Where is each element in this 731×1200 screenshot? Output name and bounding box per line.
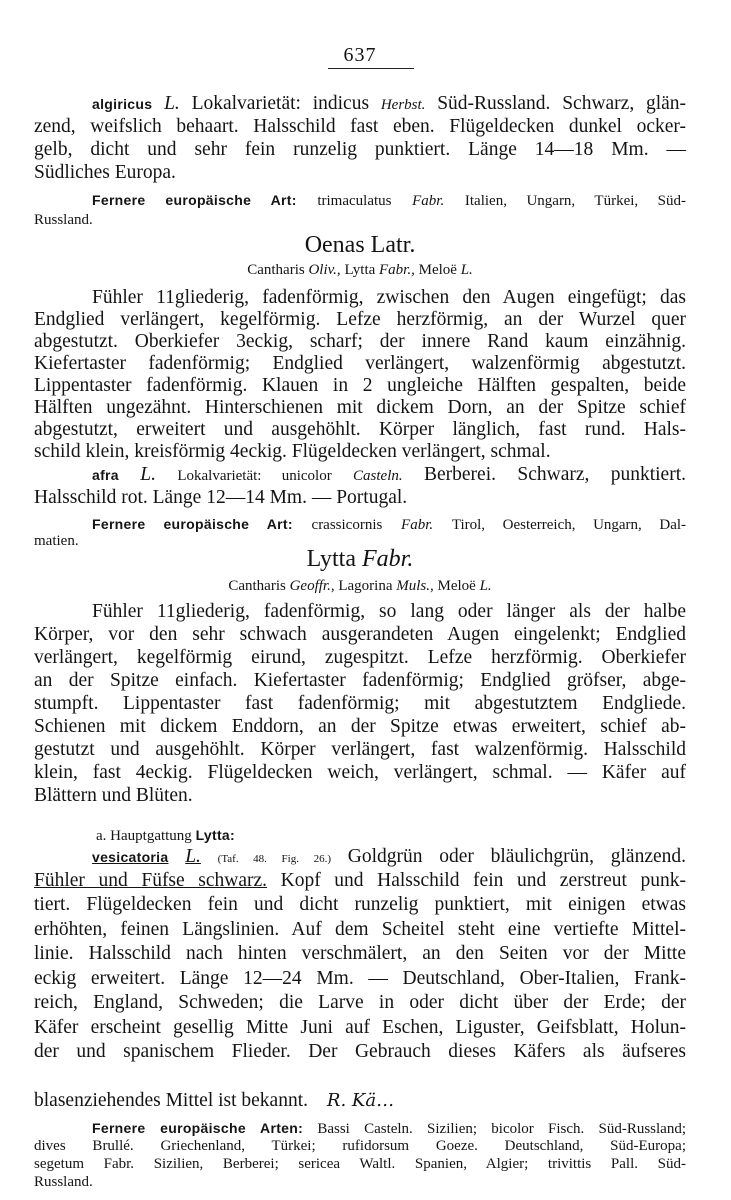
genus-synonyms-oenas	[34, 262, 686, 279]
paragraph-line: Blättern und Blüten.	[34, 785, 193, 806]
paragraph-line: gestutzt und ausgehöhlt. Körper verlängert, fast walzenförmig. Halsschild	[34, 739, 686, 760]
text: Lokalvarietät: unicolor	[177, 468, 332, 484]
further-species-3-line-3: segetum Fabr. Sizilien, Berberei; sericea Waltl. Spanien, Algier; trivittis Pall. Süd-	[34, 1156, 686, 1172]
species-name: algiricus	[92, 96, 153, 112]
paragraph-line: erhöhten, feinen Längslinien. Auf dem Scheitel steht eine vertiefte Mittel-	[34, 918, 686, 940]
label: Fernere europäische Arten:	[92, 1120, 304, 1136]
afra-line-2: Halsschild rot. Länge 12—14 Mm. — Portugal.	[34, 487, 408, 508]
synonym: Cantharis	[247, 262, 305, 278]
species-name: afra	[92, 467, 119, 483]
paragraph-line: Lippentaster fadenförmig. Klauen in 2 ungleiche Hälften gespalten, beide	[34, 375, 686, 396]
page-number: 637	[343, 44, 377, 66]
paragraph-line: Fühler 11gliederig, fadenförmig, so lang oder länger als der halbe	[92, 601, 686, 622]
paragraph-line: an der Spitze einfach. Kiefertaster fadenförmig; Endglied gröfser, abge-	[34, 670, 686, 691]
label: Fernere europäische Art:	[92, 192, 297, 208]
paragraph-line: Körper, vor den sehr schwach ausgerandeten Augen eingelenkt; Endglied	[34, 624, 686, 645]
paragraph-line: abgestutzt. Oberkiefer 3eckig, scharf; der innere Rand kaum einzähnig.	[34, 331, 686, 352]
algiricus-line-1	[34, 92, 686, 117]
paragraph-line: Hälften ungezähnt. Hinterschienen mit dickem Dorn, an der Spitze schief	[34, 397, 686, 418]
species-name: trimaculatus	[317, 193, 392, 209]
author: L.	[460, 262, 473, 278]
plate-reference: (Taf. 48. Fig. 26.)	[217, 853, 331, 865]
author: Oliv.,	[308, 262, 341, 278]
further-species-3-line-4: Russland.	[34, 1174, 93, 1190]
text: blasenziehendes Mittel ist bekannt.	[34, 1090, 309, 1111]
author: Herbst.	[380, 97, 426, 113]
text: a. Hauptgattung	[96, 828, 192, 844]
text: Goldgrün oder bläulichgrün, glänzend.	[347, 846, 687, 867]
paragraph-line: linie. Halsschild nach hinten verschmälert, an den Seiten vor der Mitte	[34, 943, 686, 964]
text: Süd-Russland. Schwarz, glän-	[437, 93, 687, 114]
genus-synonyms-lytta	[34, 578, 686, 595]
subgenus-name: Lytta:	[195, 827, 235, 843]
paragraph-line: Fühler 11gliederig, fadenförmig, zwischen den Augen eingefügt; das	[92, 287, 686, 308]
text: Fühler und Füfse schwarz.	[34, 870, 268, 891]
species-name: vesicatoria	[92, 849, 169, 865]
species-name: crassicornis	[311, 517, 383, 533]
afra-line-1	[34, 463, 686, 488]
author: L.	[185, 846, 201, 867]
author: Fabr.	[412, 193, 445, 209]
text: Berberei. Schwarz, punktiert.	[424, 464, 686, 485]
further-species-2-line-2: matien.	[34, 533, 79, 549]
author: Geoffr.,	[289, 578, 335, 594]
text: Tirol, Oesterreich, Ungarn, Dal-	[451, 517, 687, 533]
algiricus-line-4: Südliches Europa.	[34, 162, 176, 183]
paragraph-line: Kiefertaster fadenförmig; Endglied verlängert, walzenförmig abgestutzt.	[34, 353, 686, 374]
author: Casteln.	[353, 468, 403, 484]
genus-heading-lytta	[34, 546, 686, 573]
author: L.	[479, 578, 492, 594]
page-number-rule	[328, 68, 414, 69]
author: Fabr.	[401, 517, 434, 533]
text: Lokalvarietät: indicus	[191, 93, 370, 114]
algiricus-line-3: gelb, dicht und sehr fein runzelig punktiert. Länge 14—18 Mm. —	[34, 139, 686, 160]
vesicatoria-line-1	[34, 845, 686, 871]
author: Fabr.	[361, 546, 414, 572]
author: L.	[164, 93, 180, 114]
label: Fernere europäische Art:	[92, 516, 293, 532]
paragraph-line: klein, fast 4eckig. Flügeldecken weich, verlängert, schmal. — Käfer auf	[34, 762, 686, 783]
author: L.	[140, 464, 156, 485]
synonym: Lagorina	[338, 578, 393, 594]
author: Fabr.,	[379, 262, 415, 278]
paragraph-line: Käfer erscheint gesellig Mitte Juni auf Eschen, Liguster, Geifsblatt, Holun-	[34, 1016, 686, 1038]
further-species-3-line-2: dives Brullé. Griechenland, Türkei; rufidorsum Goeze. Deutschland, Süd-Europa;	[34, 1138, 686, 1154]
text: Bassi Casteln. Sizilien; bicolor Fisch. Süd-Russland;	[317, 1121, 686, 1137]
synonym: Cantharis	[228, 578, 286, 594]
paragraph-line: reich, England, Schweden; die Larve in oder dicht über der Erde; der	[34, 992, 686, 1013]
paragraph-line: Endglied verlängert, kegelförmig. Lefze herzförmig, an der Wurzel quer	[34, 309, 686, 330]
vesicatoria-last-line	[34, 1089, 686, 1113]
handwritten-signature: R. Kä…	[326, 1090, 395, 1111]
author: Muls.,	[396, 578, 434, 594]
paragraph-line: verlängert, kegelförmig eirund, zugespitzt. Lefze herzförmig. Oberkiefer	[34, 647, 686, 668]
genus-name: Lytta	[306, 546, 356, 572]
vesicatoria-line-2	[34, 869, 686, 893]
further-species-1-line-2: Russland.	[34, 212, 93, 228]
paragraph-line: stumpft. Lippentaster fast fadenförmig; mit abgestutztem Endgliede.	[34, 693, 686, 714]
paragraph-line: abgestutzt, erweitert und ausgehöhlt. Körper länglich, fast rund. Hals-	[34, 419, 686, 440]
synonym: Lytta	[344, 262, 376, 278]
text: Italien, Ungarn, Türkei, Süd-	[464, 193, 687, 209]
paragraph-line: tiert. Flügeldecken fein und dicht runzelig punktiert, mit einigen etwas	[34, 894, 686, 915]
genus-heading-oenas: Oenas Latr.	[304, 232, 416, 258]
paragraph-line: schild klein, kreisförmig 4eckig. Flügeldecken verlängert, schmal.	[34, 441, 551, 462]
synonym: Meloë	[418, 262, 457, 278]
algiricus-line-2: zend, weifslich behaart. Halsschild fast eben. Flügeldecken dunkel ocker-	[34, 116, 686, 137]
paragraph-line: der und spanischem Flieder. Der Gebrauch dieses Käfers als äufseres	[34, 1041, 686, 1062]
synonym: Meloë	[437, 578, 476, 594]
paragraph-line: eckig erweitert. Länge 12—24 Mm. — Deutschland, Ober-Italien, Frank-	[34, 967, 686, 989]
text: Kopf und Halsschild fein und zerstreut punk-	[280, 870, 687, 891]
paragraph-line: Schienen mit dickem Enddorn, an der Spitze etwas erweitert, schief ab-	[34, 716, 686, 737]
